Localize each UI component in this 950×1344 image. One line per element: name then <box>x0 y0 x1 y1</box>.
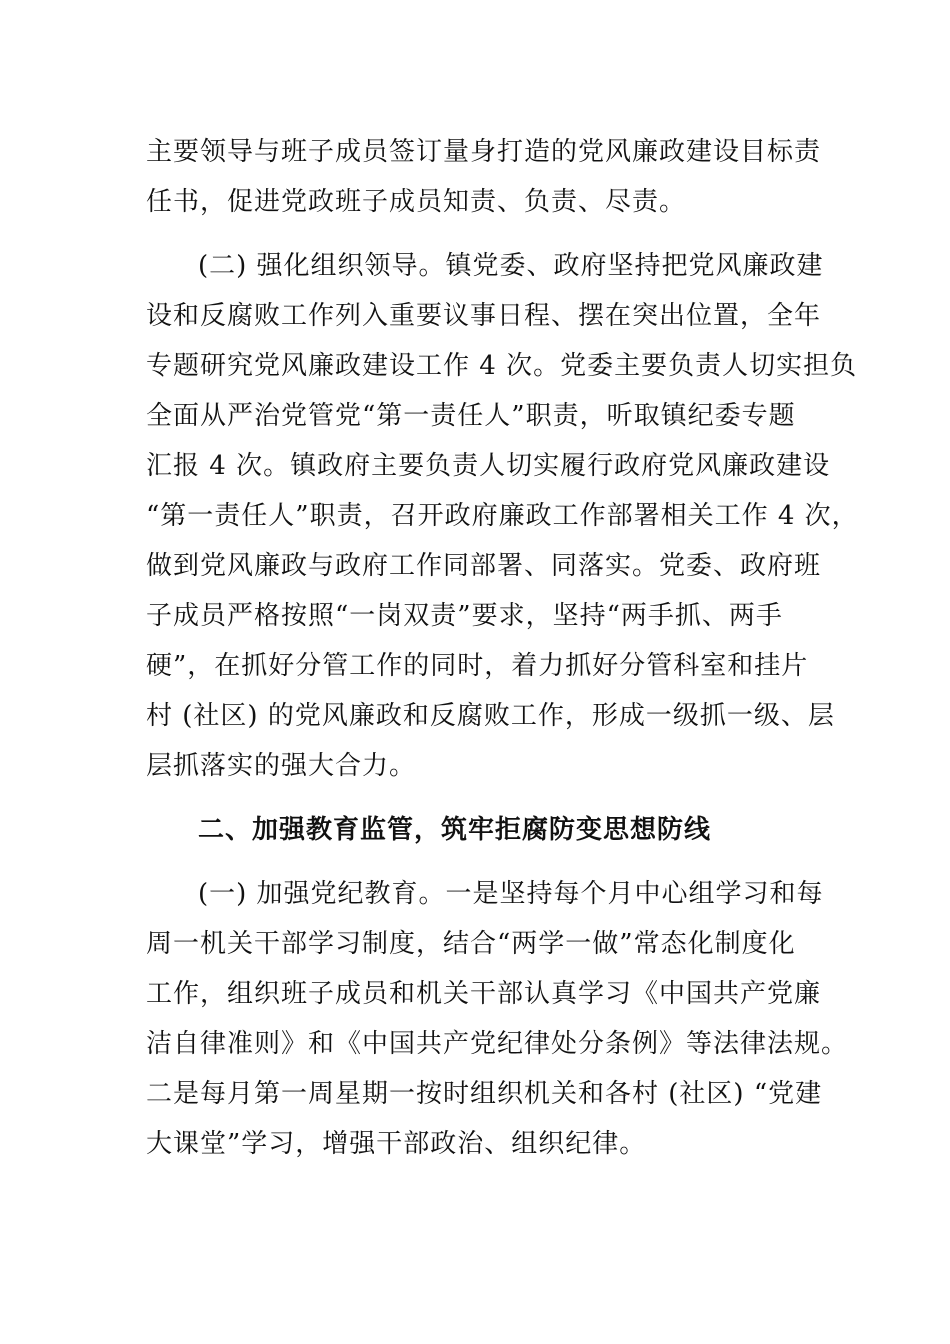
body-text-line: 全面从严治党管党“第一责任人”职责，听取镇纪委专题 <box>146 401 796 431</box>
body-text-line: “第一责任人”职责，召开政府廉政工作部署相关工作 4 次， <box>146 501 859 531</box>
body-text-line: 任书，促进党政班子成员知责、负责、尽责。 <box>146 187 687 217</box>
body-text-line: 主要领导与班子成员签订量身打造的党风廉政建设目标责 <box>146 137 822 167</box>
body-text-line: 子成员严格按照“一岗双责”要求，坚持“两手抓、两手 <box>146 601 783 631</box>
body-text-line: 汇报 4 次。镇政府主要负责人切实履行政府党风廉政建设 <box>146 451 831 481</box>
section-heading: 二、加强教育监管，筑牢拒腐防变思想防线 <box>198 815 712 845</box>
body-text-line: 工作，组织班子成员和机关干部认真学习《中国共产党廉 <box>146 979 822 1009</box>
paragraph-subheading-line: (一) 加强党纪教育。一是坚持每个月中心组学习和每 <box>198 879 824 909</box>
body-text-line: 层抓落实的强大合力。 <box>146 751 417 781</box>
body-text-line: 村 (社区) 的党风廉政和反腐败工作，形成一级抓一级、层 <box>146 701 835 731</box>
paragraph-subheading-line: (二) 强化组织领导。镇党委、政府坚持把党风廉政建 <box>198 251 824 281</box>
body-text-line: 周一机关干部学习制度，结合“两学一做”常态化制度化 <box>146 929 796 959</box>
body-text-line: 洁自律准则》和《中国共产党纪律处分条例》等法律法规。 <box>146 1029 849 1059</box>
body-text-line: 硬”，在抓好分管工作的同时，着力抓好分管科室和挂片 <box>146 651 809 681</box>
body-text-line: 专题研究党风廉政建设工作 4 次。党委主要负责人切实担负 <box>146 351 858 381</box>
body-text-line: 做到党风廉政与政府工作同部署、同落实。党委、政府班 <box>146 551 822 581</box>
body-text-line: 设和反腐败工作列入重要议事日程、摆在突出位置，全年 <box>146 301 822 331</box>
body-text-line: 二是每月第一周星期一按时组织机关和各村 (社区) “党建 <box>146 1079 823 1109</box>
body-text-line: 大课堂”学习，增强干部政治、组织纪律。 <box>146 1129 647 1159</box>
